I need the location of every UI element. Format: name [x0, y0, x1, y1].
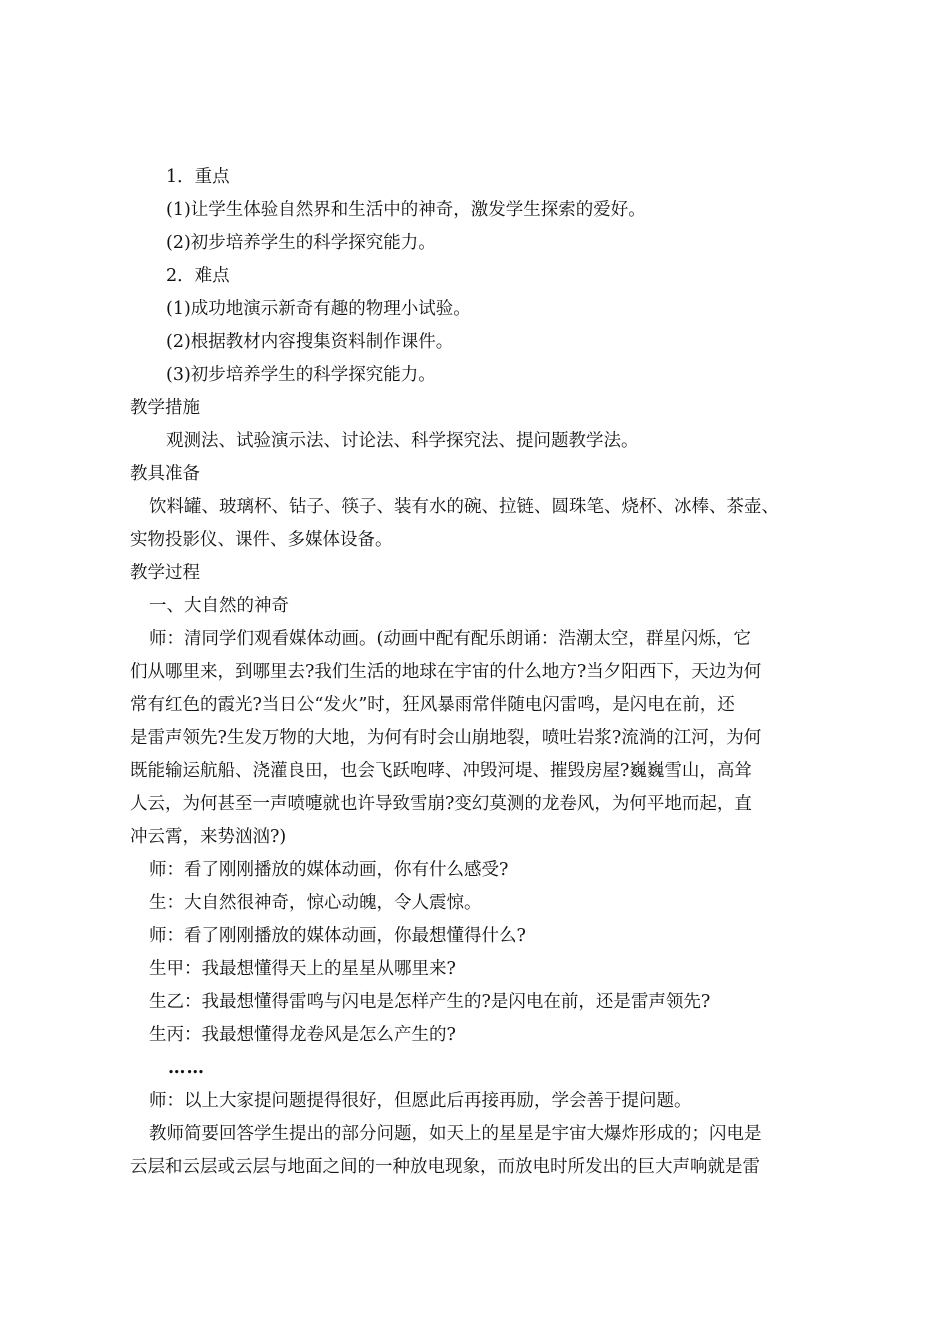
tools-text-line-1: 饮料罐、玻璃杯、钻子、筷子、装有水的碗、拉链、圆珠笔、烧杯、冰棒、茶壶、 [149, 497, 779, 517]
difficulty-3: (3)初步培养学生的科学探究能力。 [166, 365, 436, 385]
teacher-intro-line: 人云，为何甚至一声喷嚏就也许导致雪崩?变幻莫测的龙卷风，为何平地而起，直 [130, 794, 752, 814]
difficulties-title: 2．难点 [166, 266, 230, 286]
tools-text-line-2: 实物投影仪、课件、多媒体设备。 [130, 530, 393, 550]
teacher-intro-line: 们从哪里来，到哪里去?我们生活的地球在宇宙的什么地方?当夕阳西下，天边为何 [130, 662, 762, 682]
dialogue-line: 师：看了刚刚播放的媒体动画，你有什么感受? [149, 860, 509, 880]
teacher-intro-line: 是雷声领先?生发万物的大地，为何有时会山崩地裂，喷吐岩浆?流淌的江河，为何 [130, 728, 762, 748]
key-point-1: (1)让学生体验自然界和生活中的神奇，激发学生探索的爱好。 [166, 200, 646, 220]
difficulty-2: (2)根据教材内容搜集资料制作课件。 [166, 332, 454, 352]
dialogue-line: 生丙：我最想懂得龙卷风是怎么产生的? [149, 1025, 456, 1045]
tools-heading: 教具准备 [130, 464, 200, 484]
difficulty-1: (1)成功地演示新奇有趣的物理小试验。 [166, 299, 471, 319]
process-heading: 教学过程 [130, 563, 200, 583]
dialogue-line: 生乙：我最想懂得雷鸣与闪电是怎样产生的?是闪电在前，还是雷声领先? [149, 992, 711, 1012]
teacher-intro-line: 师：清同学们观看媒体动画。(动画中配有配乐朗诵：浩潮太空，群星闪烁，它 [149, 629, 751, 649]
dialogue-line: 生甲：我最想懂得天上的星星从哪里来? [149, 959, 456, 979]
dialogue-line: 师：看了刚刚播放的媒体动画，你最想懂得什么? [149, 926, 526, 946]
dialogue-line: 生：大自然很神奇，惊心动魄，令人震惊。 [149, 893, 482, 913]
teacher-intro-line: 冲云霄，来势汹汹?) [130, 827, 287, 847]
measures-text: 观测法、试验演示法、讨论法、科学探究法、提问题教学法。 [166, 431, 639, 451]
key-points-title: 1．重点 [166, 167, 230, 187]
teacher-intro-line: 常有红色的霞光?当日公“发火”时，狂风暴雨常伴随电闪雷鸣，是闪电在前，还 [130, 695, 735, 715]
document-body [130, 161, 830, 1184]
summary-line: 云层和云层或云层与地面之间的一种放电现象，而放电时所发出的巨大声响就是雷 [130, 1157, 760, 1177]
teacher-intro-line: 既能输运航船、浇灌良田，也会飞跃咆哮、冲毁河堤、摧毁房屋?巍巍雪山，高耸 [130, 761, 752, 781]
summary-line: 教师简要回答学生提出的部分问题，如天上的星星是宇宙大爆炸形成的；闪电是 [149, 1124, 762, 1144]
ellipsis: …… [168, 1058, 205, 1078]
key-point-2: (2)初步培养学生的科学探究能力。 [166, 233, 436, 253]
section-1-title: 一、大自然的神奇 [149, 596, 289, 616]
dialogue-line: 师：以上大家提问题提得很好，但愿此后再接再励，学会善于提问题。 [149, 1091, 692, 1111]
measures-heading: 教学措施 [130, 398, 200, 418]
